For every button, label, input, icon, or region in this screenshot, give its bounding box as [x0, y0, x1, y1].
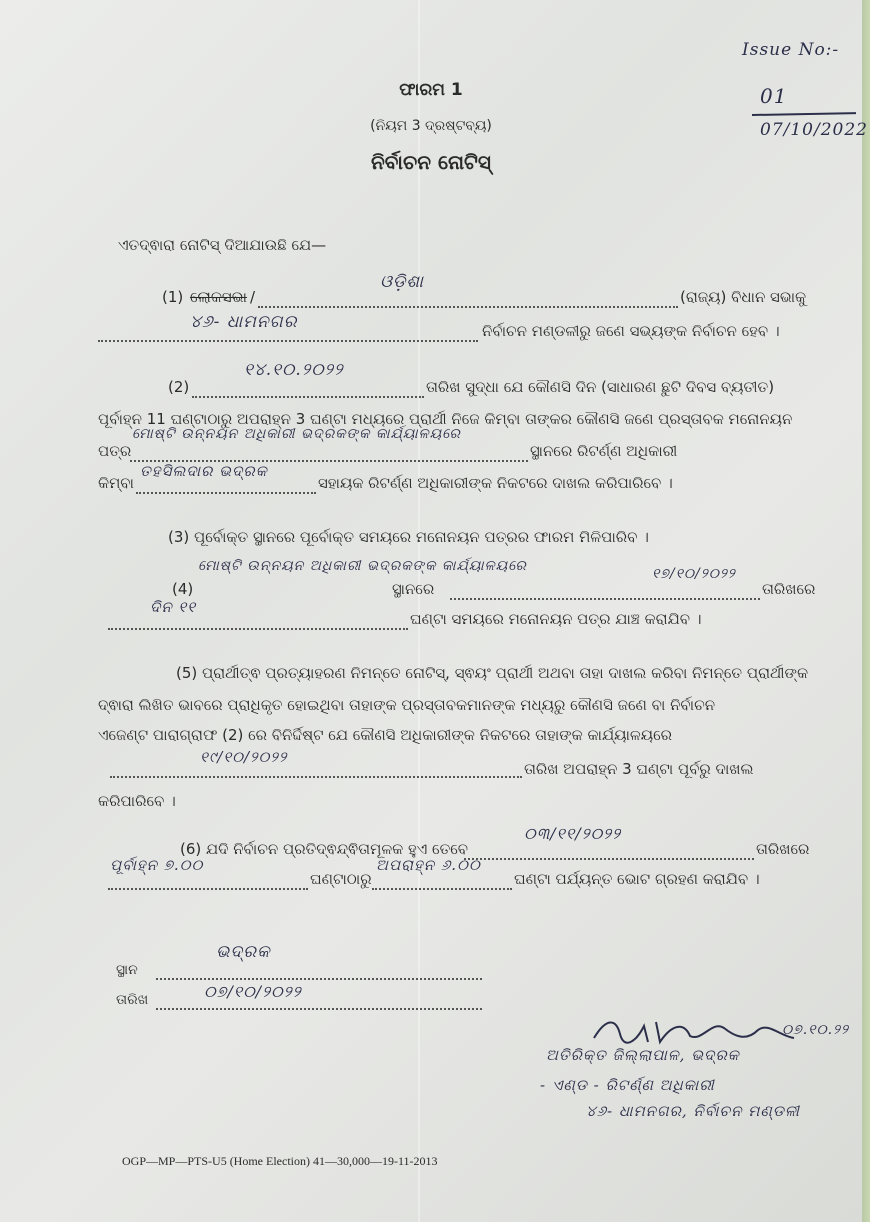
poll-start-handwritten: ପୂର୍ବାହ୍ନ ୭.୦୦ [110, 856, 204, 874]
para6-start: (6) ଯଦି ନିର୍ବାଚନ ପ୍ରତିଦ୍ଵନ୍ଦ୍ଵିତାମୂଳକ ହୁଏ ତେବେ [180, 840, 469, 858]
state-handwritten: ଓଡ଼ିଶା [380, 272, 424, 292]
para3-text: (3) ପୂର୍ବୋକ୍ତ ସ୍ଥାନରେ ପୂର୍ବୋକ୍ତ ସମୟରେ ମନୋନୟନ ପତ୍ରର ଫାରମ ମିଳିପାରିବ । [168, 528, 649, 546]
date-handwritten: ୦୭/୧୦/୨୦୨୨ [204, 982, 302, 1001]
place-label: ସ୍ଥାନ [116, 962, 138, 978]
poll-end-blank [372, 888, 512, 890]
nomination-last-date: ୧୪.୧୦.୨୦୨୨ [244, 360, 344, 380]
para6-mid: ଘଣ୍ଟାଠାରୁ [310, 870, 372, 888]
para1-line2-end: ନିର୍ବାଚନ ମଣ୍ଡଳୀରୁ ଜଣେ ସଭ୍ୟଙ୍କ ନିର୍ବାଚନ ହେବ । [482, 322, 780, 340]
aro-handwritten: ତହସିଲଦାର ଭଦ୍ରକ [140, 462, 268, 480]
para2-line2: ପୂର୍ବାହ୍ନ 11 ଘଣ୍ଟାଠାରୁ ଅପରାହ୍ନ 3 ଘଣ୍ଟା ମଧ୍ୟରେ ପ୍ରାର୍ଥୀ ନିଜେ କିମ୍ବା ତାଙ୍କର କୌଣସି ଜଣେ ପ୍ରସ୍ତାବକ ମନୋନୟନ [98, 410, 793, 428]
rule-reference: (ନିୟମ 3 ଦ୍ରଷ୍ଟବ୍ୟ) [370, 118, 492, 134]
issue-date: 07/10/2022 [760, 120, 868, 140]
para1-line1-end: (ରାଜ୍ୟ) ବିଧାନ ସଭାକୁ [680, 288, 807, 306]
para4-mid: ସ୍ଥାନରେ [392, 580, 435, 598]
printer-imprint: OGP—MP—PTS-U5 (Home Election) 41—30,000—19-11-2013 [122, 1154, 438, 1168]
page-title: ନିର୍ବାଚନ ନୋଟିସ୍ [371, 150, 491, 174]
scrutiny-place-handwritten: ମୋଷ୍ଟି ଉନ୍ନୟନ ଅଧିକାରୀ ଭଦ୍ରକଙ୍କ କାର୍ଯ୍ୟାଳୟରେ [198, 558, 527, 574]
poll-start-blank [108, 888, 308, 890]
para5-line4-end: ତାରିଖ ଅପରାହ୍ନ 3 ଘଣ୍ଟା ପୂର୍ବରୁ ଦାଖଲ [524, 760, 754, 778]
nomination-date-blank [192, 396, 424, 398]
constituency-handwritten: ୪୬- ଧାମନଗର [190, 312, 298, 332]
background-edge [862, 0, 870, 1222]
signature [590, 1012, 810, 1048]
aro-blank [136, 492, 316, 494]
struck-lok-sabha: ଲୋକସଭା [190, 288, 247, 306]
para5-line1: (5) ପ୍ରାର୍ଥୀତ୍ଵ ପ୍ରତ୍ୟାହରଣ ନିମନ୍ତେ ନୋଟିସ୍, ସ୍ଵୟଂ ପ୍ରାର୍ଥୀ ଅଥବା ତାହା ଦାଖଲ କରିବା ନିମନ୍ତେ ପ୍ରାର୍ଥୀଙ୍କ [176, 664, 809, 682]
para5-line3: ଏଜେଣ୍ଟ ପାରାଗ୍ରାଫ (2) ରେ ବିନିର୍ଦ୍ଦିଷ୍ଟ ଯେ କୌଣସି ଅଧିକାରୀଙ୍କ ନିକଟରେ ତାହାଙ୍କ କାର୍ଯ୍ୟାଳୟରେ [98, 726, 672, 744]
poll-date-handwritten: ୦୩/୧୧/୨୦୨୨ [524, 824, 622, 843]
para5-line5: କରିପାରିବେ । [98, 792, 176, 810]
signatory-constituency: ୪୬- ଧାମନଗର, ନିର୍ବାଚନ ମଣ୍ଡଳୀ [586, 1102, 800, 1120]
para2-line3-start: ପତ୍ର [98, 442, 132, 460]
poll-date-blank [464, 858, 754, 860]
para2-line3-end: ସ୍ଥାନରେ ରିଟର୍ଣ୍ଣ ଅଧିକାରୀ [530, 442, 678, 460]
constituency-blank [98, 340, 478, 342]
intro-text: ଏତଦ୍ଵାରା ନୋଟିସ୍ ଦିଆଯାଉଛି ଯେ— [118, 236, 327, 254]
place-handwritten: ଭଦ୍ରକ [216, 942, 271, 962]
date-label: ତାରିଖ [116, 992, 149, 1008]
signatory-designation: ଅତିରିକ୍ତ ଜିଲ୍ଲାପାଳ, ଭଦ୍ରକ [546, 1046, 740, 1064]
para2-line1-end: ତାରିଖ ସୁଦ୍ଧା ଯେ କୌଣସି ଦିନ (ସାଧାରଣ ଛୁଟି ଦିବସ ବ୍ୟତୀତ) [426, 378, 775, 396]
date-blank [156, 1008, 482, 1010]
para4-number: (4) [172, 580, 194, 598]
para2-line4-start: କିମ୍ବା [98, 474, 134, 492]
para1-number: (1) [162, 288, 184, 306]
issue-label: Issue No:- [742, 40, 840, 60]
poll-end-handwritten: ଅପରାହ୍ନ ୬.୦୦ [376, 856, 481, 874]
para6-line2-end: ଘଣ୍ଟା ପର୍ଯ୍ୟନ୍ତ ଭୋଟ ଗ୍ରହଣ କରାଯିବ । [514, 870, 760, 888]
form-number: ଫାରମ 1 [399, 80, 463, 100]
para4-line1-end: ତାରିଖରେ [762, 580, 816, 598]
signatory-role: - ଏଣ୍ଡ - ରିଟର୍ଣ୍ଣ ଅଧିକାରୀ [540, 1076, 715, 1094]
scrutiny-time-handwritten: ଦିନ ୧୧ [150, 598, 197, 616]
signature-date: ୦୭.୧୦.୨୨ [782, 1022, 849, 1038]
ro-place-handwritten: ମୋଷ୍ଟି ଉନ୍ନୟନ ଅଧିକାରୀ ଭଦ୍ରକଙ୍କ କାର୍ଯ୍ୟାଳୟରେ [132, 426, 461, 442]
para2-line4-end: ସହାୟକ ରିଟର୍ଣ୍ଣ ଅଧିକାରୀଙ୍କ ନିକଟରେ ଦାଖଲ କରିପାରିବେ । [318, 474, 673, 492]
state-blank [258, 306, 678, 308]
scrutiny-date-handwritten: ୧୭/୧୦/୨୦୨୨ [652, 566, 736, 582]
withdrawal-date-handwritten: ୧୯/୧୦/୨୦୨୨ [200, 748, 288, 766]
place-blank [156, 978, 482, 980]
para6-line1-end: ତାରିଖରେ [756, 840, 810, 858]
issue-number: 01 [760, 84, 788, 108]
scrutiny-date-blank [450, 598, 760, 600]
para4-line2-end: ଘଣ୍ଟା ସମୟରେ ମନୋନୟନ ପତ୍ର ଯାଞ୍ଚ କରାଯିବ । [410, 610, 702, 628]
para2-number: (2) [168, 378, 190, 396]
para5-line2: ଦ୍ଵାରା ଲିଖିତ ଭାବରେ ପ୍ରାଧିକୃତ ହୋଇଥିବା ତାହାଙ୍କ ପ୍ରସ୍ତାବକମାନଙ୍କ ମଧ୍ୟରୁ କୌଣସି ଜଣେ ବା ନିର୍ବାଚନ [98, 696, 716, 714]
slash-separator: / [250, 288, 256, 306]
scrutiny-time-blank [108, 628, 408, 630]
withdrawal-date-blank [110, 776, 522, 778]
